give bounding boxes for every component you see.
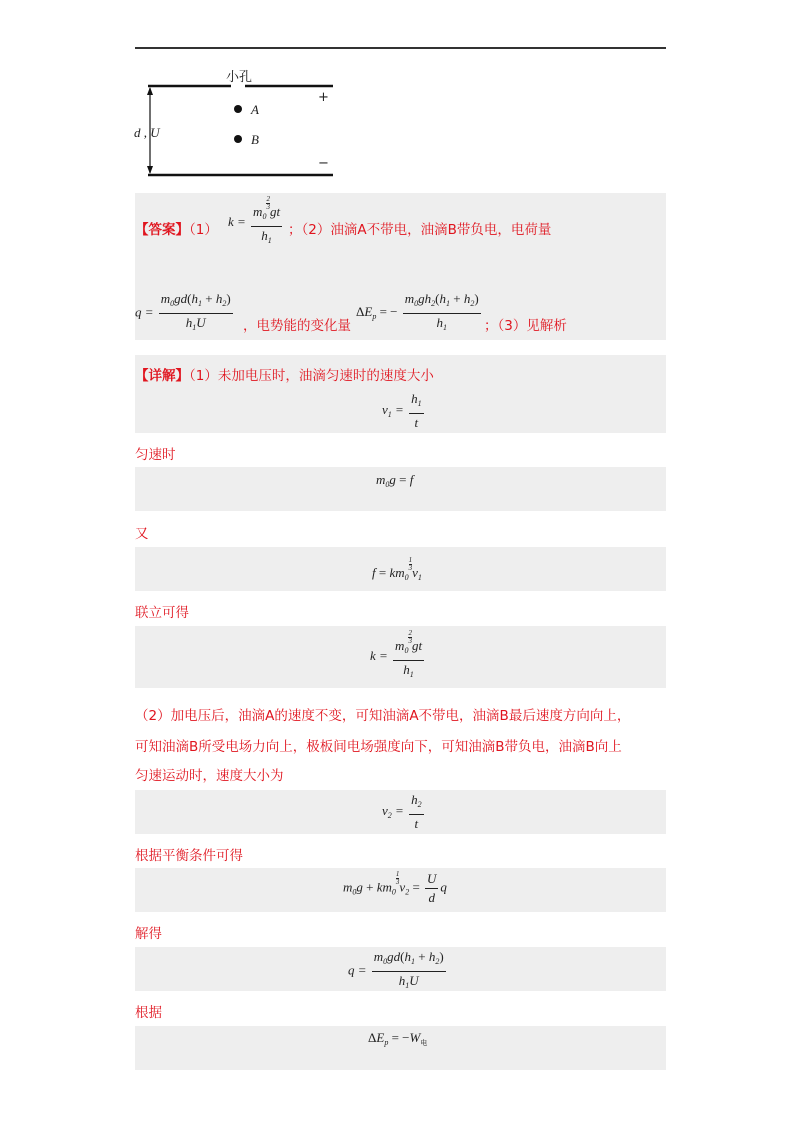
capacitor-diagram: [120, 62, 360, 187]
gap-arrow-down: [147, 166, 153, 174]
answer-energy-text: ，电势能的变化量: [243, 318, 351, 334]
droplet-b: [234, 135, 242, 143]
header-rule: [135, 47, 666, 49]
answer-line-1: [135, 218, 218, 238]
answer-tag: 【答案】: [135, 222, 189, 238]
text-uniform: 匀速时: [135, 447, 176, 463]
detail-tag: 【详解】: [135, 368, 189, 384]
formula-balance: $m_0g + km_0$ $\frac{1}{3}$ $v_2$ = $\frac{U}{d}$ q: [343, 870, 447, 905]
plus-sign: +: [318, 90, 329, 105]
minus-sign: −: [318, 156, 329, 171]
text-according: 根据: [135, 1005, 162, 1021]
formula-v2: $v_2$ = $\frac{h_2}{t}$: [382, 792, 422, 831]
answer-part1-prefix: （1）: [189, 222, 218, 238]
answer-part2: ；（2）油滴A不带电，油滴B带负电，电荷量: [288, 222, 552, 238]
text-balance: 根据平衡条件可得: [135, 848, 243, 864]
formula-v1: $v_1$ = $\frac{h_1}{t}$: [382, 391, 422, 430]
gap-label: d , U: [134, 125, 160, 140]
part2-line-1: （2）加电压后，油滴A的速度不变，可知油滴A不带电，油滴B最后速度方向向上，: [135, 708, 631, 724]
answer-q-formula: q = $\frac{m_0gd(h_1 + h_2)}{h_1U}$: [135, 291, 231, 332]
label-b: B: [251, 132, 259, 147]
formula-mg-f: $m_0g = f$: [376, 472, 414, 489]
formula-k: k = $m_0$ $\frac{2}{3}$ gt $h_1$: [370, 629, 423, 679]
answer-k-formula: k = $m_0$ $\frac{2}{3}$ gt $h_1$: [228, 195, 281, 245]
formula-dE: $\Delta E_p = -W_电$: [368, 1030, 428, 1047]
answer-part3: ；（3）见解析: [484, 318, 567, 334]
detail-intro: （1）未加电压时，油滴匀速时的速度大小: [189, 368, 434, 384]
hole-label: 小孔: [226, 70, 253, 85]
formula-f-eq: $f = km_0$ $\frac{1}{3}$ $v_1$: [372, 556, 422, 582]
answer-dE-formula: $\Delta E_p$ = − $\frac{m_0gh_2(h_1 + h_2)}{h_1}$: [356, 291, 479, 332]
text-also: 又: [135, 526, 149, 542]
formula-q: q = $\frac{m_0gd(h_1 + h_2)}{h_1U}$: [348, 949, 444, 990]
text-solve: 解得: [135, 926, 162, 942]
part2-line-2: 可知油滴B所受电场力向上，极板间电场强度向下，可知油滴B带负电，油滴B向上: [135, 739, 622, 755]
text-combine: 联立可得: [135, 605, 189, 621]
droplet-a: [234, 105, 242, 113]
label-a: A: [251, 102, 259, 117]
detail-line-intro: [135, 364, 434, 384]
gap-arrow-up: [147, 87, 153, 95]
part2-line-3: 匀速运动时，速度大小为: [135, 768, 284, 784]
